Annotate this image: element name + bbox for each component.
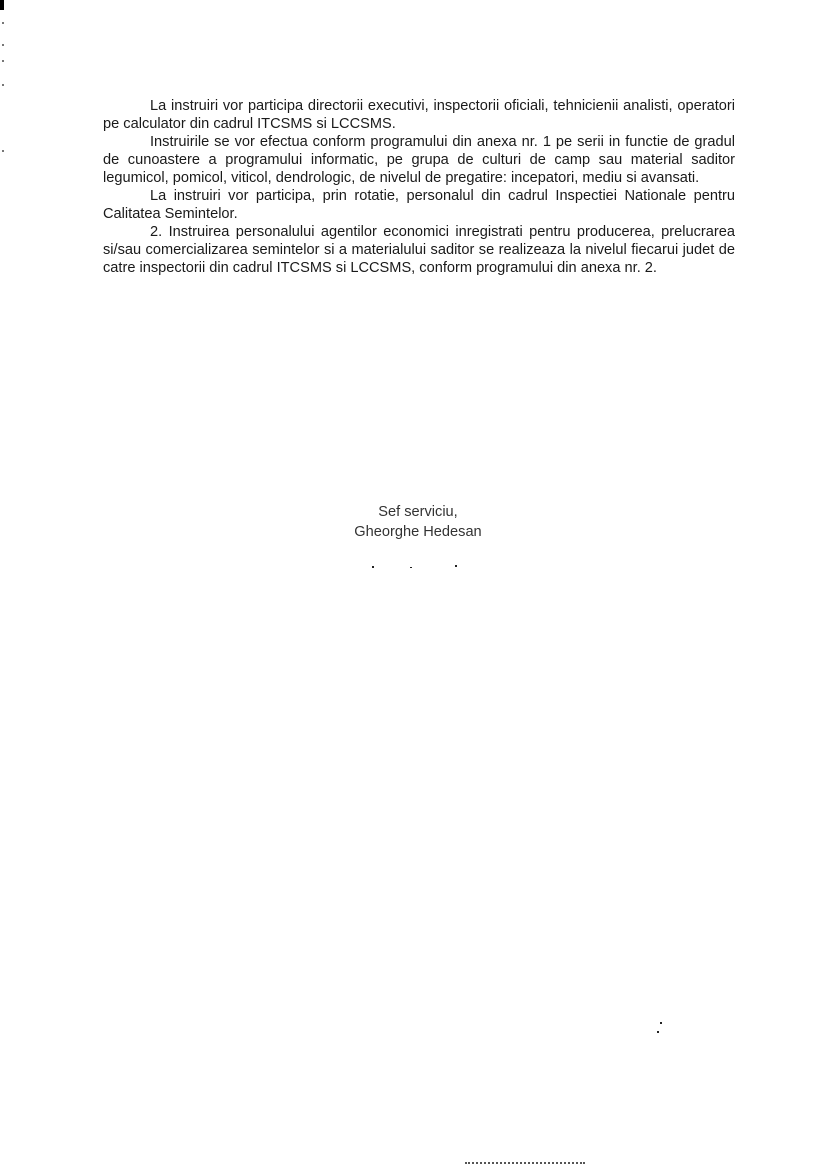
scan-speck: [372, 566, 374, 568]
scan-speck: [660, 1022, 662, 1024]
scan-speck: [657, 1031, 659, 1033]
scan-edge-dot: [2, 60, 4, 62]
signature-name: Gheorghe Hedesan: [354, 524, 482, 540]
paragraph-participants: La instruiri vor participa directorii executivi, inspectorii oficiali, tehnicienii analisti, operatori pe calculator din cadrul ITCSMS si LCCSMS.: [103, 98, 735, 132]
paragraph-rotation: La instruiri vor participa, prin rotatie, personalul din cadrul Inspectiei Nationale pentru Calitatea Semintelor.: [103, 188, 735, 222]
scan-bottom-strip: [465, 1162, 585, 1166]
scan-edge-dot: [2, 150, 4, 152]
signature-title: Sef serviciu,: [378, 504, 458, 520]
scan-edge-dot: [2, 44, 4, 46]
paragraph-training-schedule: Instruirile se vor efectua conform programului din anexa nr. 1 pe serii in functie de gradul de cunoastere a programului informatic, pe grupa de culturi de camp sau material saditor legumicol, pomicol, viticol, dendrologic, de nivelul de pregatire: incepatori, mediu si avansati.: [103, 134, 735, 186]
scan-corner-mark: [0, 0, 4, 10]
scan-speck: [410, 567, 412, 568]
document-body: [103, 97, 735, 277]
scan-edge-dot: [2, 84, 4, 86]
signature-block: [0, 502, 822, 542]
paragraph-economic-agents: 2. Instruirea personalului agentilor economici inregistrati pentru producerea, prelucrarea si/sau comercializarea semintelor si a materialului saditor se realizeaza la nivelul fiecarui judet de catre inspectorii din cadrul ITCSMS si LCCSMS, conform programului din anexa nr. 2.: [103, 224, 735, 276]
scan-edge-dot: [2, 22, 4, 24]
scan-speck: [455, 565, 457, 567]
